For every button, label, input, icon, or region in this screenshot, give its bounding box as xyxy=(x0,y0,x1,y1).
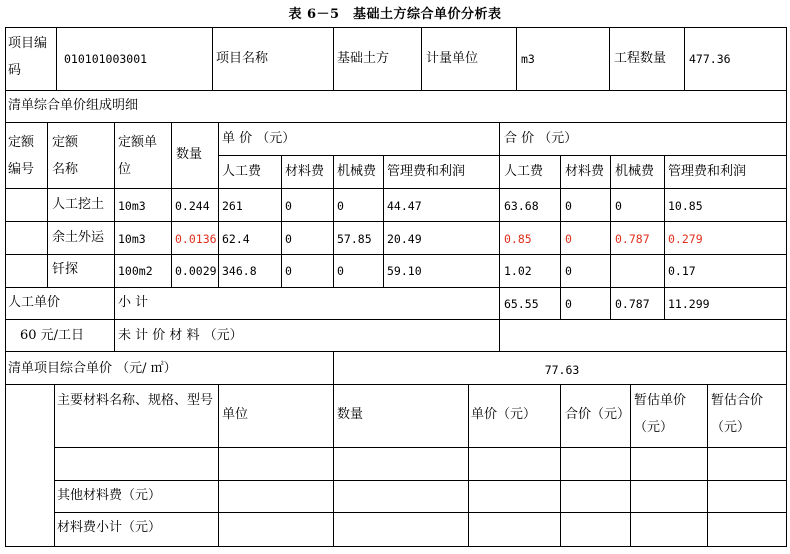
grid-line xyxy=(499,122,500,288)
row-t-mgmt: 10.85 xyxy=(668,199,703,213)
composite-price-value: 77.63 xyxy=(544,363,580,377)
grid-line xyxy=(5,384,787,385)
grid-line xyxy=(5,319,787,320)
row-t-material: 0 xyxy=(565,264,572,278)
col-total-price: 合 价 （元） xyxy=(504,131,578,146)
grid-line xyxy=(54,384,55,547)
row-name: 钎探 xyxy=(52,262,79,277)
grid-line xyxy=(114,287,115,352)
grid-line xyxy=(5,188,787,189)
grid-line xyxy=(281,155,282,288)
row-name: 人工挖土 xyxy=(52,197,105,212)
subtotal-label: 小 计 xyxy=(118,295,149,310)
col-quota-name: 定额名称 xyxy=(52,135,79,177)
row-p-material: 0 xyxy=(285,199,292,213)
labor-price-label: 人工单价 xyxy=(8,295,61,310)
mat-col-qty: 数量 xyxy=(337,407,364,422)
grid-line xyxy=(5,90,787,91)
grid-line xyxy=(664,287,665,320)
grid-line xyxy=(212,27,213,91)
grid-line xyxy=(218,384,219,547)
grid-line xyxy=(333,155,334,288)
row-p-machine: 0 xyxy=(337,264,344,278)
grid-line xyxy=(610,155,611,288)
grid-line xyxy=(383,155,384,288)
row-qty: 0.244 xyxy=(175,199,210,213)
subtotal-labor: 65.55 xyxy=(504,297,539,311)
grid-line xyxy=(333,384,334,547)
mat-col-total: 合价（元） xyxy=(565,407,631,422)
grid-line xyxy=(786,27,787,547)
row-p-mgmt: 44.47 xyxy=(387,199,422,213)
col-p-machine: 机械费 xyxy=(337,164,377,179)
row-t-mgmt: 0.279 xyxy=(668,232,703,246)
unpriced-material-label: 未 计 价 材 料 （元） xyxy=(118,328,243,343)
subtotal-material: 0 xyxy=(565,297,572,311)
item-code-value: 010101003001 xyxy=(64,52,148,66)
grid-line xyxy=(630,384,631,547)
grid-line xyxy=(664,155,665,288)
grid-line xyxy=(421,27,422,91)
item-code-label: 项目编码 xyxy=(8,36,48,78)
row-t-machine: 0 xyxy=(615,199,622,213)
grid-line xyxy=(333,27,334,91)
row-t-machine: 0.787 xyxy=(615,232,650,246)
grid-line xyxy=(468,384,469,547)
row-p-mgmt: 59.10 xyxy=(387,264,422,278)
table-title: 表 6－5 基础土方综合单价分析表 xyxy=(288,7,502,22)
grid-line xyxy=(560,287,561,320)
grid-line xyxy=(218,122,219,288)
grid-line xyxy=(516,27,517,91)
row-unit: 10m3 xyxy=(118,199,146,213)
grid-line xyxy=(5,27,787,28)
grid-line xyxy=(171,122,172,288)
grid-line xyxy=(333,351,334,385)
grid-line xyxy=(499,287,500,352)
row-t-material: 0 xyxy=(565,199,572,213)
composite-price-label: 清单项目综合单价 （元/ ㎡） xyxy=(8,361,177,376)
col-quantity: 数量 xyxy=(176,147,203,162)
grid-line xyxy=(54,480,787,481)
material-subtotal-label: 材料费小计（元） xyxy=(57,520,162,535)
row-p-machine: 0 xyxy=(337,199,344,213)
grid-line xyxy=(218,155,787,156)
col-t-labor: 人工费 xyxy=(504,164,544,179)
grid-line xyxy=(684,27,685,91)
row-unit: 100m2 xyxy=(118,264,153,278)
col-t-mgmt: 管理费和利润 xyxy=(668,164,747,179)
mat-col-est-unit: 暂估单价（元） xyxy=(634,393,687,435)
grid-line xyxy=(5,546,787,547)
grid-line xyxy=(5,287,787,288)
mat-col-unit: 单位 xyxy=(222,407,249,422)
section-detail-label: 清单综合单价组成明细 xyxy=(8,98,139,113)
row-p-material: 0 xyxy=(285,232,292,246)
labor-rate: 60 元/工日 xyxy=(20,328,85,343)
row-p-labor: 62.4 xyxy=(222,232,250,246)
grid-line xyxy=(610,287,611,320)
grid-line xyxy=(560,384,561,547)
unit-value: m3 xyxy=(521,52,535,66)
subtotal-mgmt: 11.299 xyxy=(668,297,710,311)
col-p-material: 材料费 xyxy=(285,164,325,179)
grid-line xyxy=(560,155,561,288)
col-quota-no: 定额编号 xyxy=(8,135,35,177)
row-t-labor: 1.02 xyxy=(504,264,532,278)
grid-line xyxy=(5,254,787,255)
unit-label: 计量单位 xyxy=(426,51,479,66)
row-t-labor: 0.85 xyxy=(504,232,532,246)
grid-line xyxy=(56,27,57,91)
row-p-material: 0 xyxy=(285,264,292,278)
row-name: 余土外运 xyxy=(52,230,105,245)
col-p-labor: 人工费 xyxy=(222,164,262,179)
row-t-labor: 63.68 xyxy=(504,199,539,213)
grid-line xyxy=(5,221,787,222)
grid-line xyxy=(5,122,787,123)
mat-col-est-total: 暂估合价（元） xyxy=(711,393,764,435)
col-quota-unit: 定额单位 xyxy=(118,135,158,177)
grid-line xyxy=(707,384,708,547)
col-unit-price: 单 价 （元） xyxy=(222,131,296,146)
row-qty: 0.0136 xyxy=(175,232,217,246)
grid-line xyxy=(5,351,787,352)
row-p-mgmt: 20.49 xyxy=(387,232,422,246)
row-p-labor: 346.8 xyxy=(222,264,257,278)
grid-line xyxy=(5,27,6,547)
quantity-value: 477.36 xyxy=(689,52,731,66)
row-t-mgmt: 0.17 xyxy=(668,264,696,278)
mat-col-unit-price: 单价（元） xyxy=(471,407,537,422)
grid-line xyxy=(47,122,48,288)
grid-line xyxy=(114,122,115,288)
grid-line xyxy=(609,27,610,91)
item-name-value: 基础土方 xyxy=(337,51,390,66)
quantity-label: 工程数量 xyxy=(614,51,667,66)
subtotal-machine: 0.787 xyxy=(615,297,650,311)
item-name-label: 项目名称 xyxy=(216,51,269,66)
col-p-mgmt: 管理费和利润 xyxy=(387,164,466,179)
col-t-material: 材料费 xyxy=(565,164,605,179)
row-p-machine: 57.85 xyxy=(337,232,372,246)
grid-line xyxy=(54,447,787,448)
grid-line xyxy=(54,512,787,513)
other-material-label: 其他材料费（元） xyxy=(57,488,162,503)
row-unit: 10m3 xyxy=(118,232,146,246)
row-qty: 0.0029 xyxy=(175,264,217,278)
col-t-machine: 机械费 xyxy=(615,164,655,179)
mat-col-name: 主要材料名称、规格、型号 xyxy=(57,393,214,408)
row-t-material: 0 xyxy=(565,232,572,246)
row-p-labor: 261 xyxy=(222,199,243,213)
